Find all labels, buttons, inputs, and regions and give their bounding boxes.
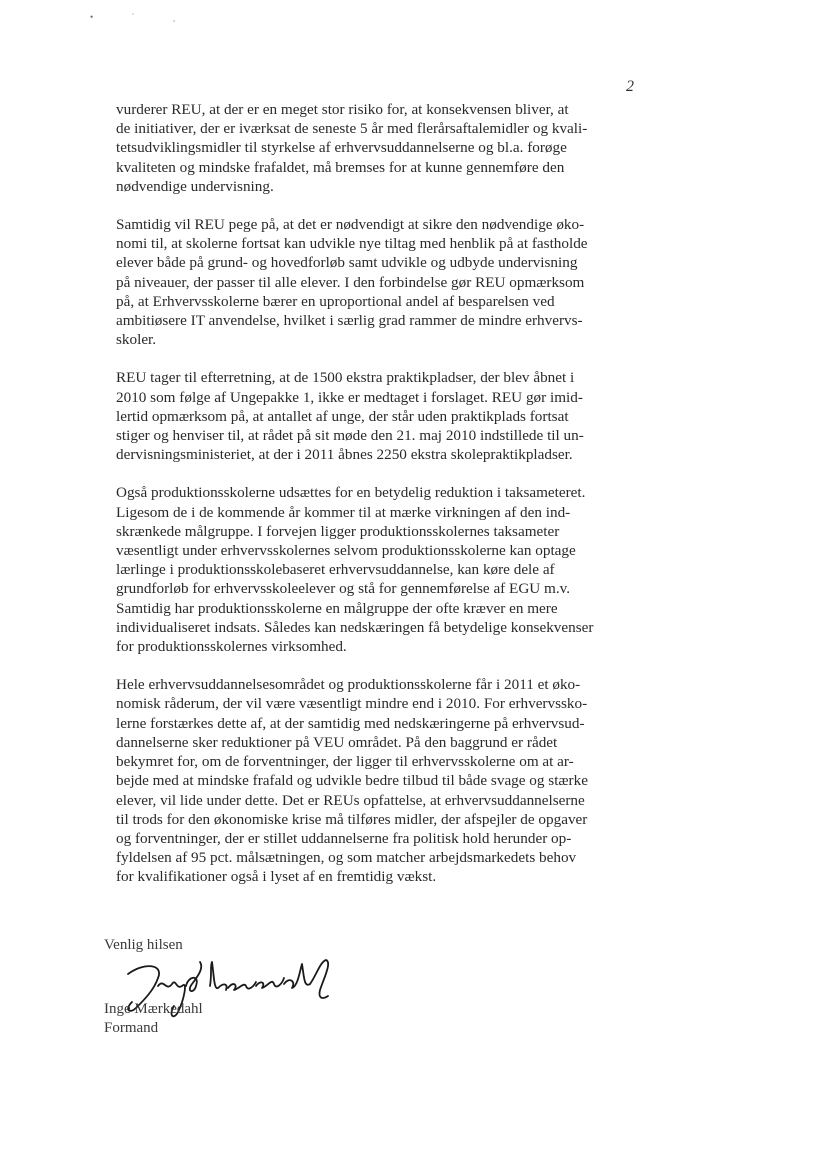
text-line: Samtidig har produktionsskolerne en målgruppe der ofte kræver en mere bbox=[116, 599, 558, 617]
text-line: skrænkede målgruppe. I forvejen ligger produktionsskolernes taksameter bbox=[116, 522, 560, 540]
text-line: skoler. bbox=[116, 331, 157, 349]
text-line: ambitiøsere IT anvendelse, hvilket i særlig grad rammer de mindre erhvervs- bbox=[116, 312, 583, 330]
scan-marks: • ˙ ˎ bbox=[90, 12, 194, 22]
text-line: for kvalifikationer også i lyset af en fremtidig vækst. bbox=[116, 868, 437, 886]
signatory-name: Inge Mærkedahl bbox=[104, 1001, 203, 1017]
signatory-role: Formand bbox=[104, 1020, 159, 1036]
text-line: elever, vil lide under dette. Det er REUs opfattelse, at erhvervsuddannelserne bbox=[116, 791, 585, 809]
text-line: 2010 som følge af Ungepakke 1, ikke er medtaget i forslaget. REU gør imid- bbox=[116, 388, 583, 406]
body-paragraph bbox=[116, 215, 628, 349]
text-line: fyldelsen af 95 pct. målsætningen, og som matcher arbejdsmarkedets behov bbox=[116, 849, 577, 867]
text-line: tetsudviklingsmidler til styrkelse af erhvervsuddannelserne og bl.a. forøge bbox=[116, 139, 567, 157]
text-line: lærlinge i produktionsskolebaseret erhvervsuddannelse, kan køre dele af bbox=[116, 561, 555, 579]
text-line: dervisningsministeriet, at der i 2011 åbnes 2250 ekstra skolepraktikpladser. bbox=[116, 446, 573, 464]
text-line: Hele erhvervsuddannelsesområdet og produktionsskolerne får i 2011 et øko- bbox=[116, 676, 581, 694]
text-line: lertid opmærksom på, at antallet af unge, der står uden praktikplads fortsat bbox=[116, 407, 569, 425]
body-paragraph bbox=[116, 100, 628, 196]
text-line: på niveauer, der passer til alle elever. I den forbindelse gør REU opmærksom bbox=[116, 273, 585, 291]
text-line: for produktionsskolernes virksomhed. bbox=[116, 638, 347, 656]
text-line: og forventninger, der er stillet uddannelserne fra politisk hold herunder op- bbox=[116, 829, 572, 847]
text-line: bejde med at mindske frafald og udvikle bedre tilbud til både svage og stærke bbox=[116, 772, 588, 790]
body-paragraph bbox=[116, 675, 628, 886]
body-paragraph bbox=[116, 483, 628, 656]
text-line: grundforløb for erhvervsskoleelever og stå for gennemførelse af EGU m.v. bbox=[116, 580, 571, 598]
body-paragraph bbox=[116, 368, 628, 464]
text-line: nomi til, at skolerne fortsat kan udvikle nye tiltag med henblik på at fastholde bbox=[116, 235, 588, 253]
text-line: lerne forstærkes dette af, at der samtidig med nedskæringerne på erhvervsud- bbox=[116, 714, 585, 732]
text-line: Samtidig vil REU pege på, at det er nødvendigt at sikre den nødvendige øko- bbox=[116, 216, 585, 234]
text-line: de initiativer, der er iværksat de seneste 5 år med flerårsaftalemidler og kvali- bbox=[116, 120, 588, 138]
text-line: væsentligt under erhvervsskolernes selvom produktionsskolerne kan optage bbox=[116, 542, 576, 560]
text-line: bekymret for, om de forventninger, der ligger til erhvervsskolerne om at ar- bbox=[116, 753, 574, 771]
text-line: REU tager til efterretning, at de 1500 ekstra praktikpladser, der blev åbnet i bbox=[116, 369, 575, 387]
text-line: på, at Erhvervsskolerne bærer en uproportional andel af besparelsen ved bbox=[116, 292, 555, 310]
text-line: elever både på grund- og hovedforløb samt udvikle og udbyde undervisning bbox=[116, 254, 578, 272]
greeting: Venlig hilsen bbox=[104, 937, 183, 953]
text-line: Også produktionsskolerne udsættes for en betydelig reduktion i taksameteret. bbox=[116, 484, 586, 502]
text-line: til trods for den økonomiske krise må tilføres midler, der afspejler de opgaver bbox=[116, 810, 588, 828]
text-line: Ligesom de i de kommende år kommer til at mærke virkningen af den ind- bbox=[116, 503, 571, 521]
text-line: individualiseret indsats. Således kan nedskæringen få betydelige konsekvenser bbox=[116, 618, 594, 636]
page-number: 2 bbox=[626, 78, 634, 95]
text-line: stiger og henviser til, at rådet på sit møde den 21. maj 2010 indstillede til un- bbox=[116, 427, 584, 445]
letter-body bbox=[116, 100, 628, 906]
text-line: kvaliteten og mindske frafaldet, må bremses for at kunne gennemføre den bbox=[116, 158, 565, 176]
text-line: vurderer REU, at der er en meget stor risiko for, at konsekvensen bliver, at bbox=[116, 101, 569, 118]
text-line: nomisk råderum, der vil være væsentligt mindre end i 2010. For erhvervssko- bbox=[116, 695, 588, 713]
text-line: dannelserne sker reduktioner på VEU området. På den baggrund er rådet bbox=[116, 733, 558, 751]
text-line: nødvendige undervisning. bbox=[116, 177, 274, 195]
